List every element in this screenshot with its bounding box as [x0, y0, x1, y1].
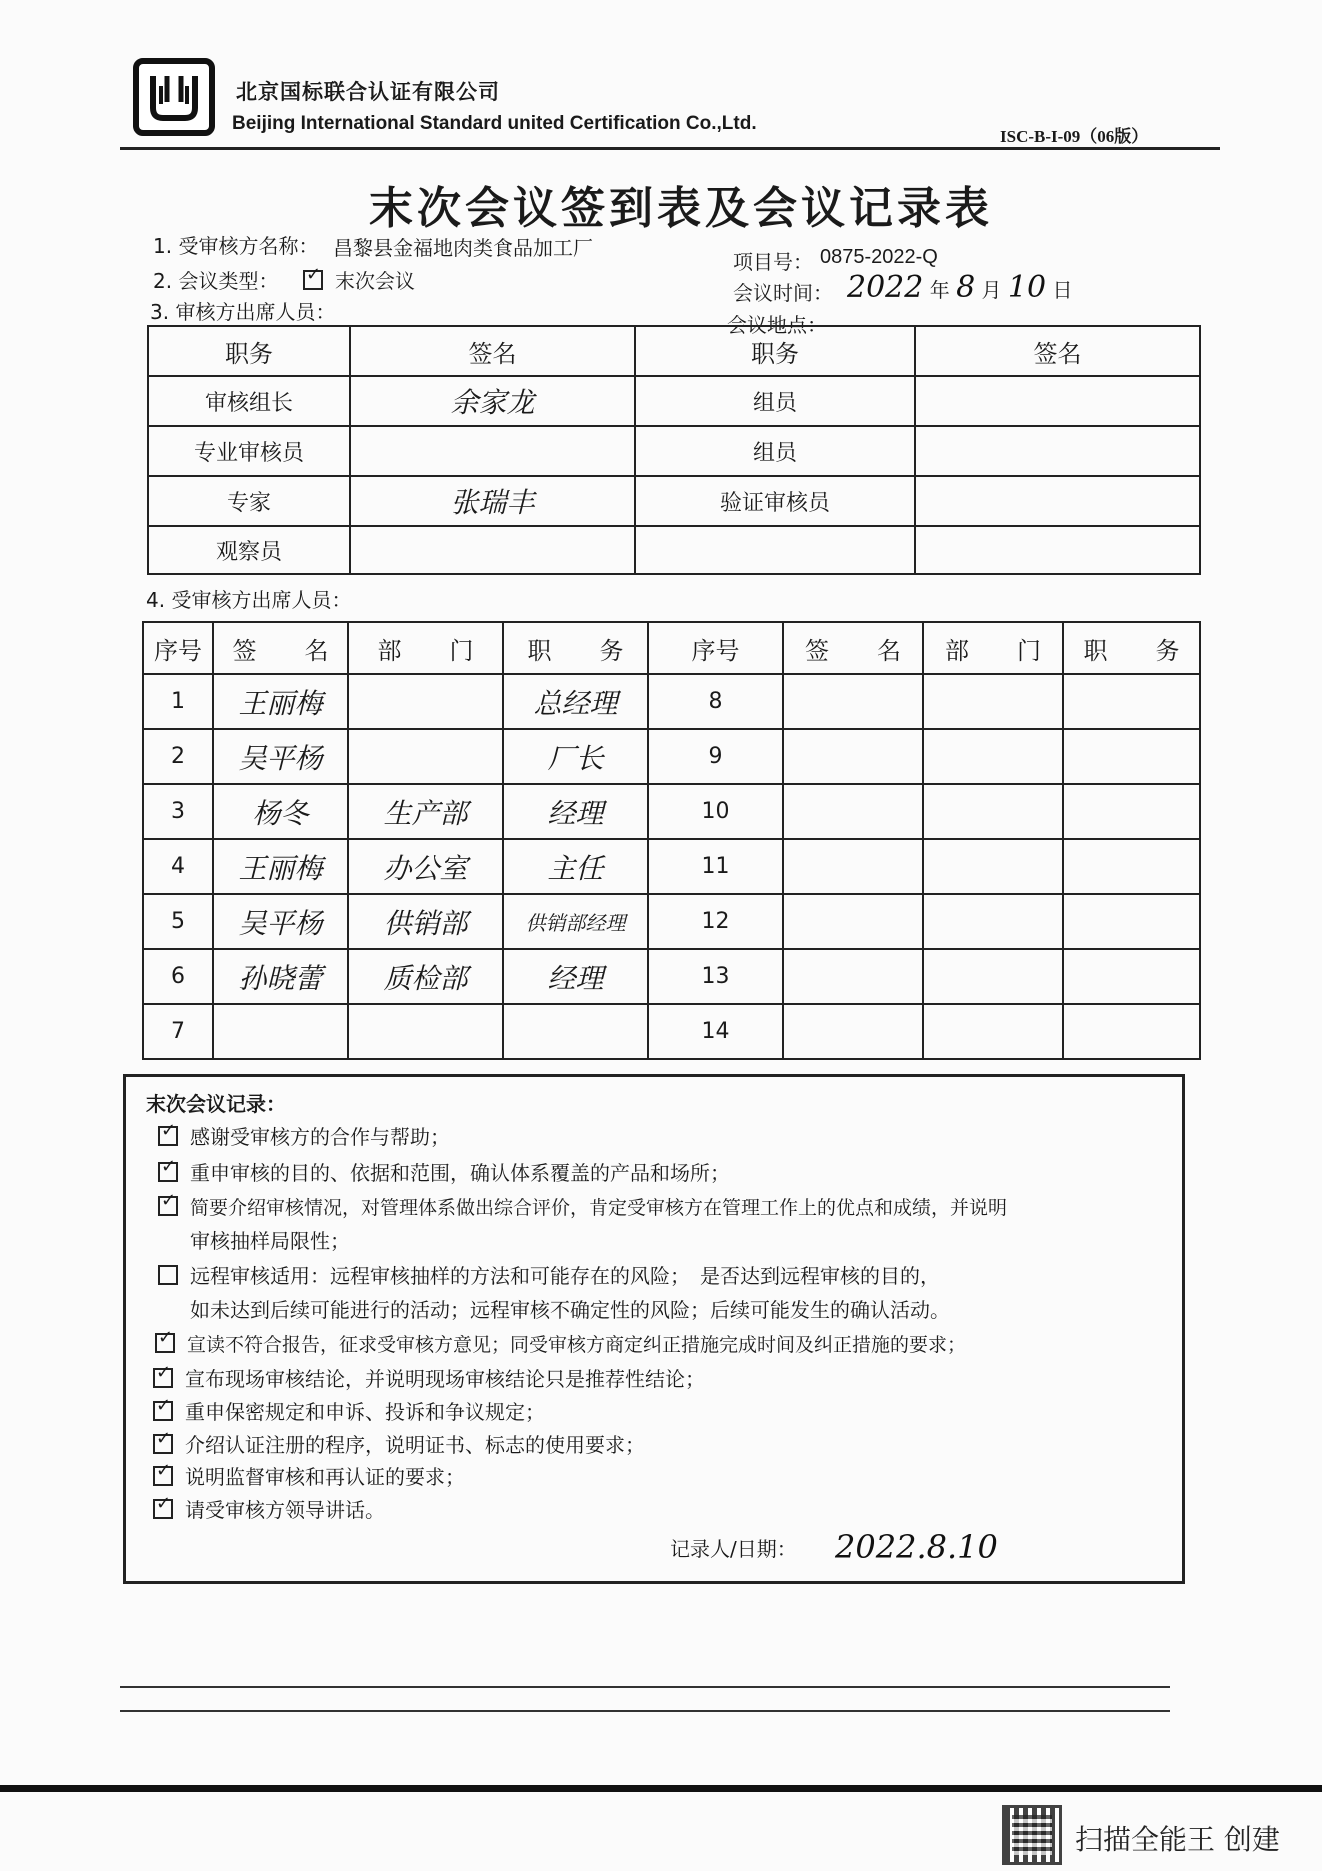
- meeting-month: 8: [956, 270, 976, 305]
- record-text: 宣布现场审核结论，并说明现场审核结论只是推荐性结论；: [185, 1367, 705, 1391]
- bottom-divider: [120, 1710, 1170, 1712]
- department-cell[interactable]: 质检部: [348, 949, 503, 1004]
- record-item: [153, 1461, 465, 1490]
- signature-cell[interactable]: [783, 839, 923, 894]
- department-cell[interactable]: 供销部: [348, 894, 503, 949]
- record-text: 简要介绍审核情况，对管理体系做出综合评价，肯定受审核方在管理工作上的优点和成绩，并说明: [190, 1197, 1008, 1219]
- record-text: 介绍认证注册的程序，说明证书、标志的使用要求；: [185, 1433, 645, 1457]
- record-text: 宣读不符合报告，征求受审核方意见；同受审核方商定纠正措施完成时间及纠正措施的要求；: [187, 1334, 967, 1356]
- duty-cell[interactable]: [1063, 949, 1200, 1004]
- record-item-continued: [190, 1225, 350, 1254]
- record-text: 远程审核适用：远程审核抽样的方法和可能存在的风险； 是否达到远程审核的目的，: [190, 1264, 940, 1288]
- record-item: [153, 1396, 545, 1425]
- header-dept-1: 部 门: [348, 622, 503, 674]
- duty-cell[interactable]: [1063, 674, 1200, 729]
- meeting-place-label: 会议地点：: [727, 313, 827, 337]
- position-cell: 观察员: [148, 526, 350, 574]
- signature-cell[interactable]: [783, 674, 923, 729]
- record-item: [153, 1494, 385, 1523]
- table-row: [143, 1004, 1200, 1059]
- department-cell[interactable]: 办公室: [348, 839, 503, 894]
- position-cell: 组员: [635, 426, 915, 476]
- department-cell[interactable]: [348, 729, 503, 784]
- meeting-type-label: 2. 会议类型：: [153, 269, 279, 293]
- meeting-time-value: [847, 270, 1072, 305]
- signature-cell[interactable]: [915, 526, 1200, 574]
- signature-cell[interactable]: 杨冬: [213, 784, 348, 839]
- department-cell[interactable]: [923, 949, 1063, 1004]
- meeting-time-label: 会议时间：: [733, 281, 833, 305]
- duty-cell[interactable]: 总经理: [503, 674, 648, 729]
- seq-cell: 4: [143, 839, 213, 894]
- meeting-day: 10: [1007, 270, 1047, 305]
- seq-cell: 2: [143, 729, 213, 784]
- header-duty-1: 职 务: [503, 622, 648, 674]
- year-unit: 年: [929, 278, 950, 302]
- position-cell: 组员: [635, 376, 915, 426]
- record-text: 审核抽样局限性；: [190, 1229, 350, 1253]
- table-row: [143, 729, 1200, 784]
- record-text: 重申保密规定和申诉、投诉和争议规定；: [185, 1400, 545, 1424]
- header-position-2: 职务: [635, 326, 915, 376]
- duty-cell[interactable]: [1063, 1004, 1200, 1059]
- table-row: [148, 376, 1200, 426]
- department-cell[interactable]: [923, 839, 1063, 894]
- seq-cell: 7: [143, 1004, 213, 1059]
- seq-cell: 9: [648, 729, 783, 784]
- position-cell: 专家: [148, 476, 350, 526]
- scan-edge: [0, 1785, 1322, 1792]
- record-item: [155, 1330, 966, 1357]
- duty-cell[interactable]: 主任: [503, 839, 648, 894]
- duty-cell[interactable]: [1063, 729, 1200, 784]
- recorder-date: 2022.8.10: [835, 1528, 998, 1566]
- auditee-name-label: 1. 受审核方名称：: [153, 234, 319, 258]
- record-item: [153, 1429, 645, 1458]
- seq-cell: 5: [143, 894, 213, 949]
- table-row: [143, 674, 1200, 729]
- record-item: [158, 1121, 450, 1150]
- department-cell[interactable]: [923, 674, 1063, 729]
- document-code: ISC-B-I-09（06版）: [1000, 127, 1149, 146]
- record-checkbox[interactable]: [155, 1333, 175, 1353]
- page-title: 末次会议签到表及会议记录表: [369, 183, 993, 234]
- auditee-name-value: 昌黎县金福地肉类食品加工厂: [333, 236, 593, 260]
- record-text: 说明监督审核和再认证的要求；: [185, 1465, 465, 1489]
- table-row: [143, 839, 1200, 894]
- seq-cell: 1: [143, 674, 213, 729]
- duty-cell[interactable]: 厂长: [503, 729, 648, 784]
- signature-cell[interactable]: [783, 1004, 923, 1059]
- record-item: [153, 1363, 705, 1392]
- seq-cell: 11: [648, 839, 783, 894]
- header-signature-1: 签名: [350, 326, 635, 376]
- auditor-attendees-label: 3. 审核方出席人员：: [150, 300, 336, 324]
- record-checkbox[interactable]: [153, 1466, 173, 1486]
- table-row: [148, 426, 1200, 476]
- signature-cell[interactable]: 孙晓蕾: [213, 949, 348, 1004]
- meeting-year: 2022: [847, 270, 924, 305]
- header-sign-2: 签 名: [783, 622, 923, 674]
- seq-cell: 10: [648, 784, 783, 839]
- duty-cell[interactable]: [503, 1004, 648, 1059]
- record-checkbox[interactable]: [158, 1196, 178, 1216]
- duty-cell[interactable]: [1063, 839, 1200, 894]
- seq-cell: 3: [143, 784, 213, 839]
- record-item: [158, 1157, 730, 1186]
- signature-cell[interactable]: [350, 426, 635, 476]
- signature-cell[interactable]: 张瑞丰: [350, 476, 635, 526]
- signature-cell[interactable]: [213, 1004, 348, 1059]
- department-cell[interactable]: [348, 674, 503, 729]
- signature-cell[interactable]: [915, 476, 1200, 526]
- record-text: 感谢受审核方的合作与帮助；: [190, 1125, 450, 1149]
- record-checkbox[interactable]: [153, 1434, 173, 1454]
- duty-cell[interactable]: [1063, 894, 1200, 949]
- department-cell[interactable]: 生产部: [348, 784, 503, 839]
- month-unit: 月: [981, 278, 1002, 302]
- header-duty-2: 职 务: [1063, 622, 1200, 674]
- duty-cell[interactable]: 经理: [503, 949, 648, 1004]
- signature-cell[interactable]: 余家龙: [350, 376, 635, 426]
- day-unit: 日: [1052, 278, 1073, 302]
- recorder-label: 记录人/日期：: [670, 1537, 797, 1561]
- record-text: 如未达到后续可能进行的活动；远程审核不确定性的风险；后续可能发生的确认活动。: [190, 1298, 950, 1322]
- header-dept-2: 部 门: [923, 622, 1063, 674]
- project-number-label: 项目号：: [733, 250, 813, 274]
- seq-cell: 14: [648, 1004, 783, 1059]
- seq-cell: 13: [648, 949, 783, 1004]
- department-cell[interactable]: [923, 1004, 1063, 1059]
- signature-cell[interactable]: 吴平杨: [213, 729, 348, 784]
- department-cell[interactable]: [348, 1004, 503, 1059]
- signature-cell[interactable]: 王丽梅: [213, 674, 348, 729]
- seq-cell: 12: [648, 894, 783, 949]
- duty-cell[interactable]: 供销部经理: [503, 894, 648, 949]
- header-signature-2: 签名: [915, 326, 1200, 376]
- department-cell[interactable]: [923, 729, 1063, 784]
- record-checkbox[interactable]: [153, 1401, 173, 1421]
- position-cell: 验证审核员: [635, 476, 915, 526]
- signature-cell[interactable]: 王丽梅: [213, 839, 348, 894]
- header-divider: [120, 147, 1220, 150]
- department-cell[interactable]: [923, 894, 1063, 949]
- bottom-divider: [120, 1686, 1170, 1688]
- signature-cell[interactable]: [783, 784, 923, 839]
- company-name-cn: 北京国标联合认证有限公司: [236, 80, 500, 104]
- company-logo: [133, 58, 215, 136]
- signature-cell[interactable]: [350, 526, 635, 574]
- header-sign-1: 签 名: [213, 622, 348, 674]
- seq-cell: 8: [648, 674, 783, 729]
- auditee-table-header: [143, 622, 1200, 674]
- position-cell: 审核组长: [148, 376, 350, 426]
- position-cell: 专业审核员: [148, 426, 350, 476]
- scanner-watermark: 扫描全能王 创建: [1075, 1823, 1280, 1856]
- auditor-table: [147, 325, 1201, 575]
- duty-cell[interactable]: 经理: [503, 784, 648, 839]
- table-row: [143, 784, 1200, 839]
- record-text: 请受审核方领导讲话。: [185, 1498, 385, 1522]
- position-cell: [635, 526, 915, 574]
- department-cell[interactable]: [923, 784, 1063, 839]
- table-row: [143, 894, 1200, 949]
- header-seq-2: 序号: [648, 622, 783, 674]
- record-item: [158, 1260, 940, 1289]
- header-seq-1: 序号: [143, 622, 213, 674]
- record-checkbox[interactable]: [158, 1162, 178, 1182]
- auditee-table: [142, 621, 1201, 1060]
- qr-code-pattern: [1012, 1815, 1052, 1855]
- table-row: [143, 949, 1200, 1004]
- header-position-1: 职务: [148, 326, 350, 376]
- signature-cell[interactable]: [915, 376, 1200, 426]
- meeting-type-checkbox[interactable]: [303, 270, 323, 290]
- signature-cell[interactable]: [783, 949, 923, 1004]
- meeting-type-value: 末次会议: [335, 269, 415, 293]
- seq-cell: 6: [143, 949, 213, 1004]
- auditee-attendees-label: 4. 受审核方出席人员：: [146, 588, 352, 612]
- signature-cell[interactable]: [783, 894, 923, 949]
- project-number-value: 0875-2022-Q: [820, 246, 938, 268]
- signature-cell[interactable]: 吴平杨: [213, 894, 348, 949]
- record-checkbox[interactable]: [153, 1499, 173, 1519]
- record-checkbox[interactable]: [153, 1368, 173, 1388]
- table-row: [148, 526, 1200, 574]
- company-name-en: Beijing International Standard united Certification Co.,Ltd.: [232, 113, 757, 134]
- record-item-continued: [190, 1294, 950, 1323]
- table-row: [148, 476, 1200, 526]
- auditor-table-header: [148, 326, 1200, 376]
- signature-cell[interactable]: [783, 729, 923, 784]
- record-checkbox[interactable]: [158, 1126, 178, 1146]
- record-item: [158, 1193, 1007, 1220]
- record-checkbox[interactable]: [158, 1265, 178, 1285]
- signature-cell[interactable]: [915, 426, 1200, 476]
- meeting-record-title: 末次会议记录：: [146, 1092, 286, 1116]
- record-text: 重申审核的目的、依据和范围，确认体系覆盖的产品和场所；: [190, 1161, 730, 1185]
- meeting-type-value-wrap: [303, 265, 415, 294]
- duty-cell[interactable]: [1063, 784, 1200, 839]
